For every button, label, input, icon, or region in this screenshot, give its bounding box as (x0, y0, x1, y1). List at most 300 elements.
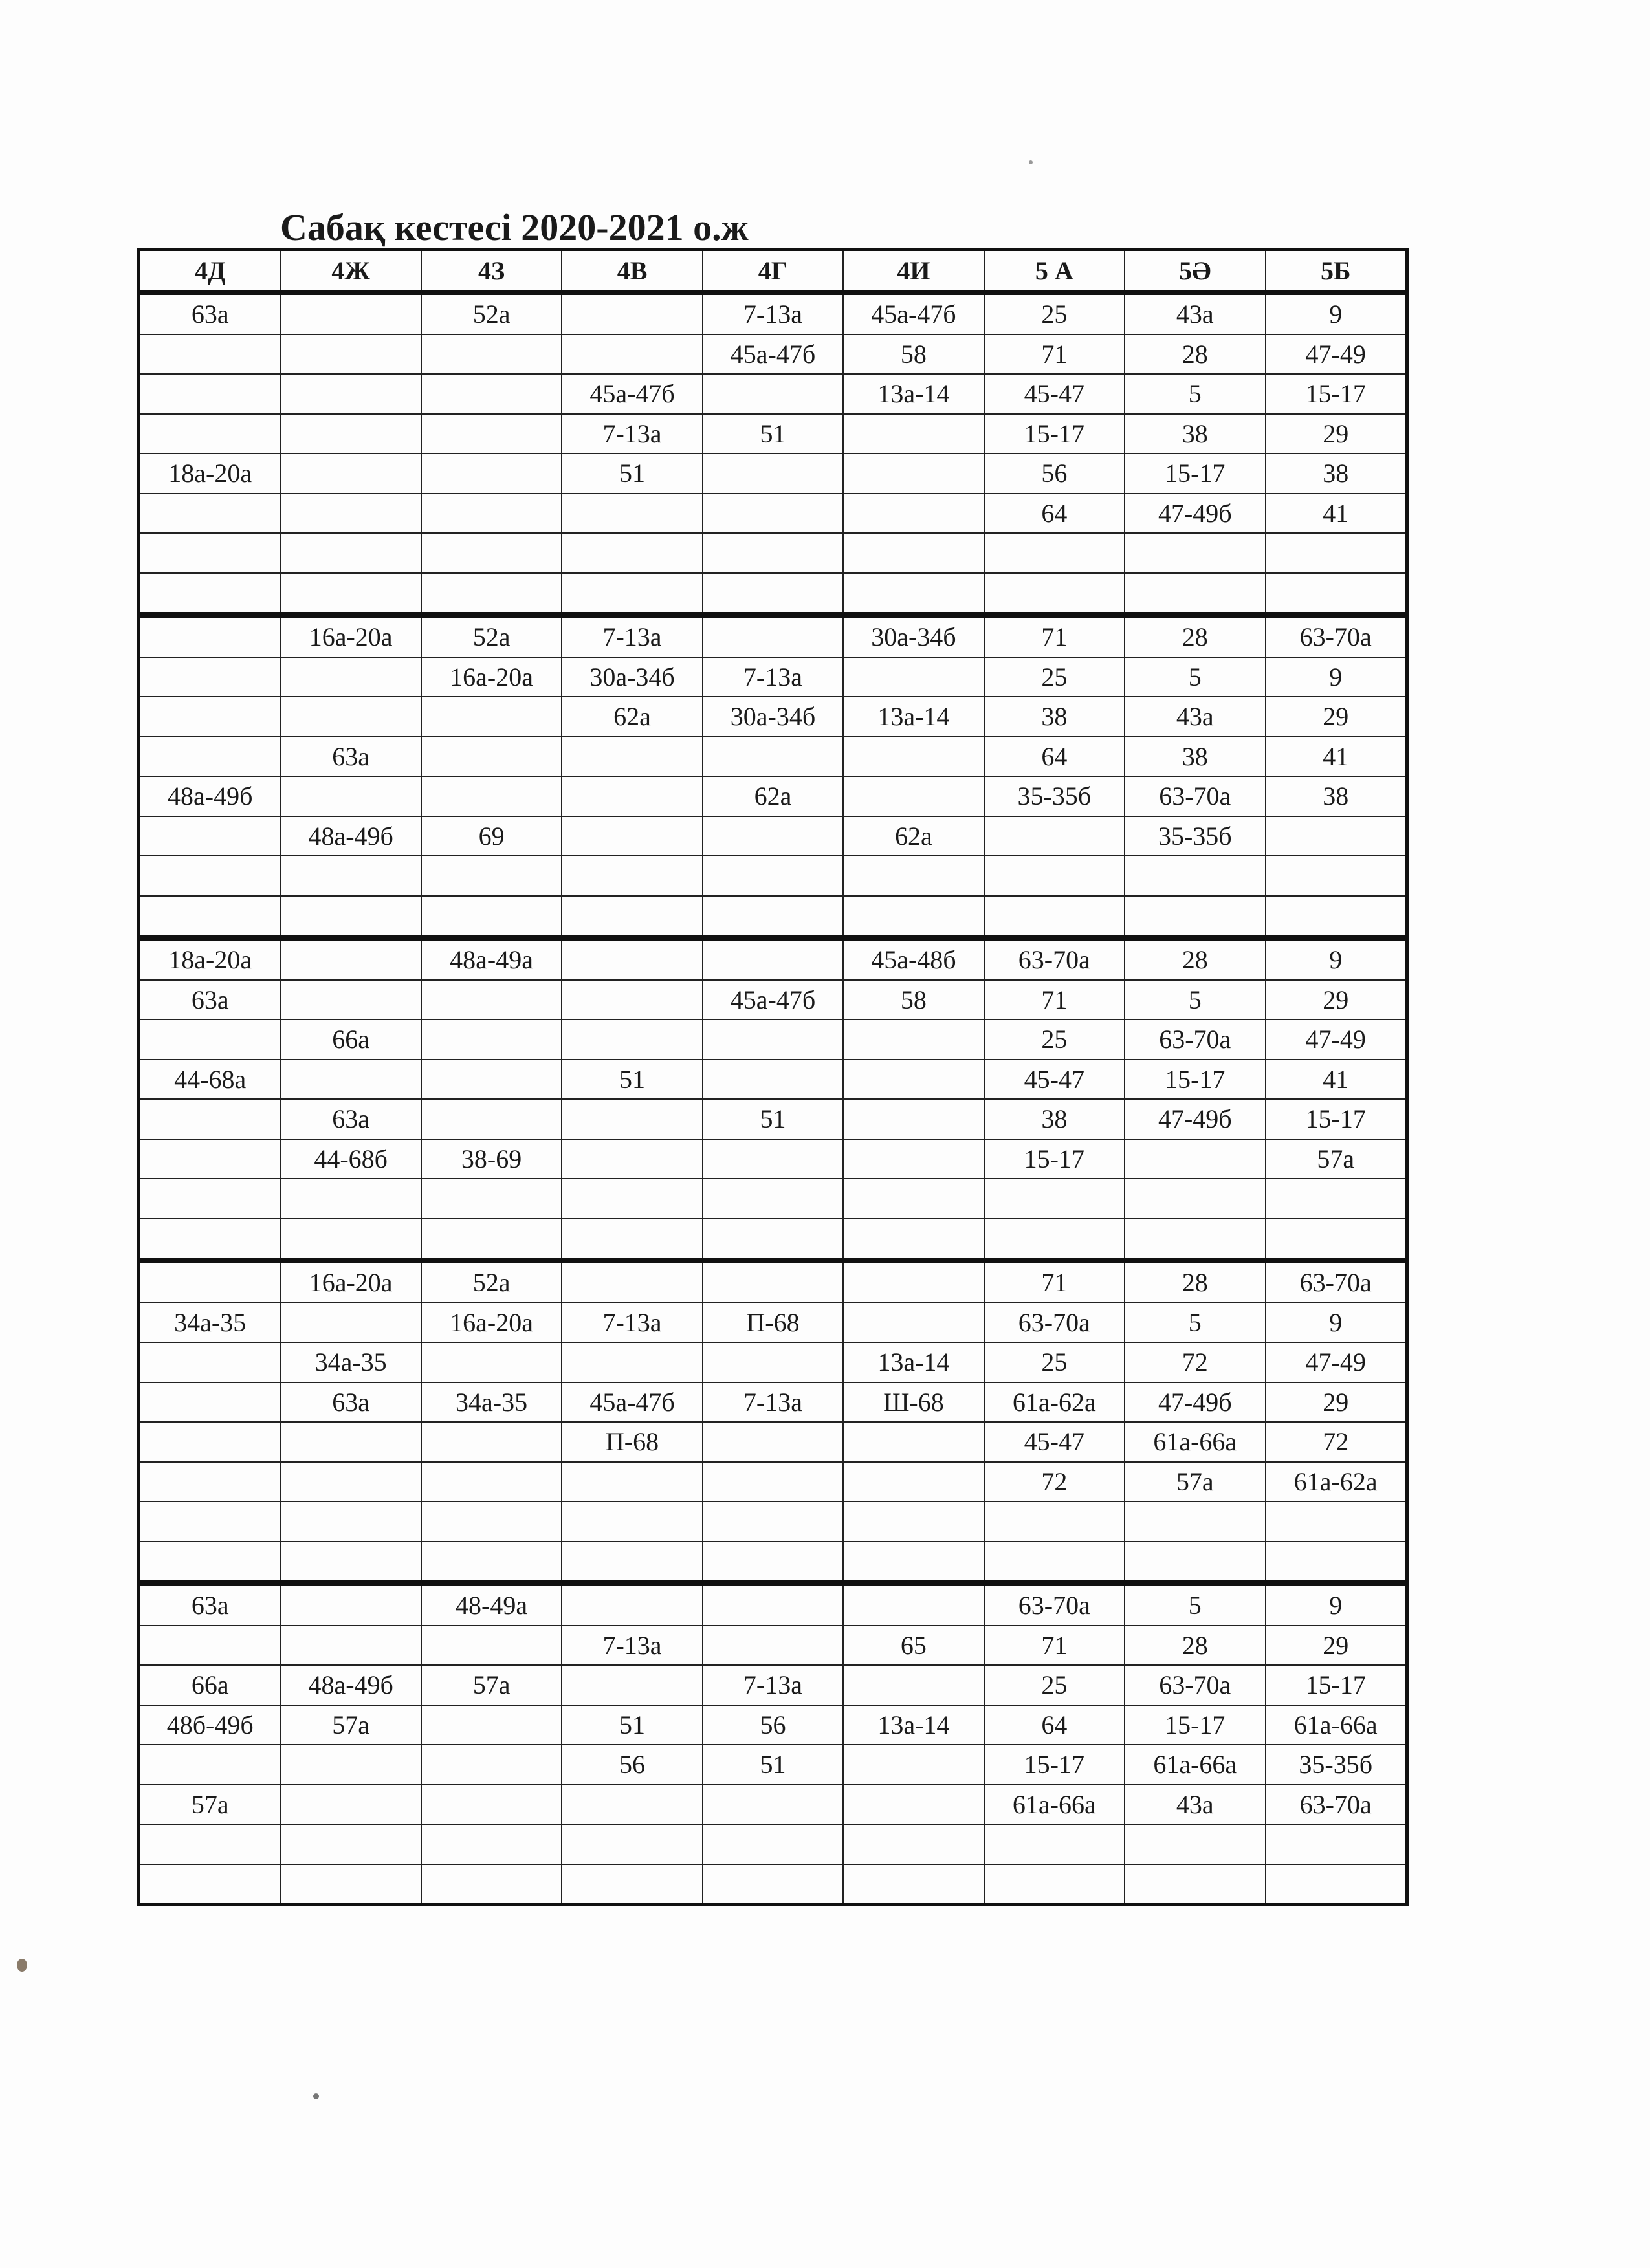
table-cell (842, 1263, 983, 1302)
table-cell (702, 1179, 842, 1218)
table-cell (421, 1100, 561, 1139)
table-cell: 5 (1124, 658, 1264, 697)
table-row (140, 696, 1405, 736)
table-cell: 43а (1124, 295, 1264, 334)
table-cell: 56 (561, 1745, 701, 1784)
table-cell: 52а (421, 618, 561, 657)
table-cell (702, 1463, 842, 1501)
table-cell (842, 1666, 983, 1705)
table-cell: 25 (984, 658, 1124, 697)
table-cell: 16а-20а (280, 618, 420, 657)
table-cell (421, 574, 561, 613)
table-row (140, 1705, 1405, 1745)
table-cell (140, 1020, 280, 1059)
header-row (140, 251, 1405, 295)
table-cell: 63-70а (1124, 1666, 1264, 1705)
column-header: 4В (561, 251, 701, 290)
table-row (140, 855, 1405, 895)
table-cell (702, 375, 842, 413)
table-cell: 72 (1124, 1343, 1264, 1382)
table-cell (984, 574, 1124, 613)
table-cell (421, 897, 561, 935)
column-header: 4З (421, 251, 561, 290)
table-cell: 51 (702, 415, 842, 453)
table-row (140, 1864, 1405, 1904)
table-cell (842, 1785, 983, 1824)
table-cell: 47-49 (1265, 1343, 1405, 1382)
table-cell (842, 1463, 983, 1501)
table-row (140, 295, 1405, 334)
table-row (140, 572, 1405, 613)
table-cell (421, 1020, 561, 1059)
table-cell: 7-13а (561, 618, 701, 657)
table-cell (421, 1745, 561, 1784)
table-row (140, 1501, 1405, 1541)
table-cell: 5 (1124, 1586, 1264, 1625)
table-cell: 38 (1265, 454, 1405, 493)
table-cell: П-68 (702, 1303, 842, 1342)
table-cell (421, 1825, 561, 1864)
table-cell (561, 1586, 701, 1625)
table-cell: 38 (1124, 737, 1264, 776)
table-cell (280, 897, 420, 935)
table-cell (1265, 574, 1405, 613)
table-cell: 61а-62а (984, 1383, 1124, 1422)
table-cell: 62а (842, 817, 983, 856)
table-cell (561, 1825, 701, 1864)
table-cell: 29 (1265, 697, 1405, 736)
table-cell (984, 1219, 1124, 1258)
table-cell (702, 817, 842, 856)
table-cell (842, 1502, 983, 1541)
table-cell: 71 (984, 335, 1124, 374)
table-cell: 43а (1124, 1785, 1264, 1824)
table-cell (421, 1423, 561, 1461)
table-cell (984, 1502, 1124, 1541)
table-cell (702, 454, 842, 493)
table-cell (1124, 1865, 1264, 1904)
table-cell: 15-17 (1265, 1666, 1405, 1705)
table-cell: 25 (984, 1666, 1124, 1705)
table-cell (1124, 1542, 1264, 1581)
table-cell: 45а-47б (561, 375, 701, 413)
table-cell: 9 (1265, 658, 1405, 697)
table-cell (421, 697, 561, 736)
table-cell (702, 1343, 842, 1382)
table-row (140, 816, 1405, 856)
table-cell (842, 737, 983, 776)
table-cell (561, 335, 701, 374)
table-cell: 63-70а (1265, 1785, 1405, 1824)
table-row (140, 657, 1405, 697)
table-cell (421, 777, 561, 816)
table-cell (842, 1140, 983, 1179)
table-cell (842, 1825, 983, 1864)
table-cell: 64 (984, 737, 1124, 776)
table-row (140, 1541, 1405, 1581)
table-cell: 9 (1265, 1586, 1405, 1625)
table-cell (561, 1666, 701, 1705)
column-header: 5 А (984, 251, 1124, 290)
table-cell (280, 1865, 420, 1904)
table-cell (561, 856, 701, 895)
table-cell: 28 (1124, 941, 1264, 979)
schedule-table (137, 248, 1409, 1906)
table-cell: 15-17 (984, 1745, 1124, 1784)
table-cell (140, 1100, 280, 1139)
table-cell: 15-17 (1265, 375, 1405, 413)
table-cell (140, 897, 280, 935)
table-row (140, 1098, 1405, 1139)
table-cell: Ш-68 (842, 1383, 983, 1422)
table-cell (702, 494, 842, 533)
table-cell (421, 1785, 561, 1824)
table-cell: 45а-47б (561, 1383, 701, 1422)
table-cell (421, 1179, 561, 1218)
table-cell (421, 1219, 561, 1258)
table-cell: 34а-35 (421, 1383, 561, 1422)
table-cell: 35-35б (1124, 817, 1264, 856)
table-cell (140, 658, 280, 697)
table-cell: 9 (1265, 1303, 1405, 1342)
day-block (140, 295, 1405, 612)
table-cell: 57а (191, 1789, 229, 1819)
table-cell (280, 335, 420, 374)
table-cell: 63-70а (1124, 1020, 1264, 1059)
table-cell (842, 777, 983, 816)
table-cell (842, 1423, 983, 1461)
table-row (140, 1342, 1405, 1382)
table-cell (140, 415, 280, 453)
table-cell (1265, 1502, 1405, 1541)
table-cell (842, 897, 983, 935)
table-row (140, 1059, 1405, 1099)
table-cell (842, 1219, 983, 1258)
table-row (140, 1625, 1405, 1665)
table-cell: 9 (1265, 295, 1405, 334)
table-cell (561, 1343, 701, 1382)
table-cell (280, 574, 420, 613)
table-cell: 57а (280, 1706, 420, 1745)
table-cell (561, 295, 701, 334)
table-cell (561, 1263, 701, 1302)
table-cell (280, 1179, 420, 1218)
table-cell (421, 375, 561, 413)
table-row (140, 373, 1405, 413)
table-cell (421, 335, 561, 374)
table-cell (702, 1542, 842, 1581)
table-cell: 29 (1265, 1383, 1405, 1422)
table-row (140, 979, 1405, 1020)
table-cell (421, 454, 561, 493)
table-cell (140, 697, 280, 736)
table-cell (561, 1463, 701, 1501)
table-cell (140, 1463, 280, 1501)
table-cell (280, 454, 420, 493)
table-cell: 63-70а (984, 1303, 1124, 1342)
table-cell: 71 (984, 618, 1124, 657)
table-cell (280, 1463, 420, 1501)
table-cell: 47-49б (1124, 1383, 1264, 1422)
day-block (140, 612, 1405, 935)
table-row (140, 1744, 1405, 1784)
table-cell (421, 737, 561, 776)
table-cell (280, 697, 420, 736)
table-cell (421, 1542, 561, 1581)
table-row (140, 1421, 1405, 1461)
table-cell (702, 1502, 842, 1541)
table-cell (561, 1785, 701, 1824)
table-cell (1124, 897, 1264, 935)
table-cell (1124, 1179, 1264, 1218)
table-cell (702, 574, 842, 613)
table-cell: 71 (984, 1626, 1124, 1665)
table-cell (702, 737, 842, 776)
table-cell: 41 (1265, 494, 1405, 533)
table-cell: П-68 (561, 1423, 701, 1461)
column-header: 5Б (1265, 251, 1405, 290)
table-cell: 58 (842, 981, 983, 1020)
table-cell (984, 534, 1124, 572)
table-cell: 47-49 (1265, 335, 1405, 374)
table-cell (561, 941, 701, 979)
table-cell: 63-70а (1265, 618, 1405, 657)
table-cell (280, 856, 420, 895)
page-title: Сабақ кестесі 2020-2021 о.ж (280, 206, 749, 248)
table-row (140, 935, 1405, 979)
table-cell: 72 (1265, 1423, 1405, 1461)
table-cell: 38 (1124, 415, 1264, 453)
table-cell (1265, 1865, 1405, 1904)
table-cell: 72 (984, 1463, 1124, 1501)
table-cell (984, 1542, 1124, 1581)
table-cell: 61а-66а (1124, 1745, 1264, 1784)
table-cell (140, 534, 280, 572)
table-cell (280, 658, 420, 697)
table-cell: 30а-34б (561, 658, 701, 697)
table-cell: 7-13а (561, 415, 701, 453)
table-cell: 29 (1265, 415, 1405, 453)
table-cell (561, 1219, 701, 1258)
table-cell: 15-17 (1124, 1706, 1264, 1745)
table-cell (561, 1100, 701, 1139)
table-cell (561, 1020, 701, 1059)
table-row (140, 1824, 1405, 1864)
table-cell (140, 375, 280, 413)
table-cell (702, 1865, 842, 1904)
table-cell: 63а (191, 300, 229, 329)
table-cell (280, 1626, 420, 1665)
table-row (140, 1178, 1405, 1218)
table-cell: 38 (984, 1100, 1124, 1139)
table-cell (140, 1626, 280, 1665)
table-row (140, 1580, 1405, 1625)
table-cell (1265, 1219, 1405, 1258)
table-cell (561, 574, 701, 613)
day-block (140, 1258, 1405, 1580)
table-cell (702, 941, 842, 979)
table-cell (140, 1542, 280, 1581)
table-row (140, 1218, 1405, 1258)
table-cell: 28 (1124, 1626, 1264, 1665)
table-cell (842, 534, 983, 572)
table-cell (421, 1060, 561, 1099)
table-cell: 48-49а (421, 1586, 561, 1625)
table-cell (702, 1423, 842, 1461)
table-cell: 51 (702, 1745, 842, 1784)
table-cell (280, 941, 420, 979)
scan-speck (17, 1959, 27, 1972)
table-cell (842, 1865, 983, 1904)
table-row (140, 493, 1405, 533)
table-cell: 62а (561, 697, 701, 736)
table-cell (842, 1745, 983, 1784)
table-cell (702, 1020, 842, 1059)
table-cell: 45-47 (984, 1060, 1124, 1099)
table-cell (842, 494, 983, 533)
table-cell: 45-47 (984, 375, 1124, 413)
table-cell: 9 (1265, 941, 1405, 979)
table-cell (561, 1179, 701, 1218)
table-cell (140, 1263, 280, 1302)
table-cell (842, 658, 983, 697)
table-cell (702, 1825, 842, 1864)
table-cell (421, 1463, 561, 1501)
table-cell (842, 1542, 983, 1581)
table-cell: 63а (280, 1100, 420, 1139)
table-cell (140, 618, 280, 657)
table-cell: 45-47 (984, 1423, 1124, 1461)
table-cell (140, 1865, 280, 1904)
table-cell: 63-70а (1124, 777, 1264, 816)
table-cell (702, 1140, 842, 1179)
table-cell: 13а-14 (842, 697, 983, 736)
table-cell: 7-13а (561, 1303, 701, 1342)
table-cell: 29 (1265, 1626, 1405, 1665)
table-cell (702, 1219, 842, 1258)
table-cell: 15-17 (1124, 454, 1264, 493)
table-cell: 18а-20а (168, 945, 252, 975)
table-cell (280, 1423, 420, 1461)
column-header: 4И (842, 251, 983, 290)
table-cell: 66а (280, 1020, 420, 1059)
table-cell (140, 1423, 280, 1461)
table-cell (1265, 856, 1405, 895)
table-cell: 16а-20а (280, 1263, 420, 1302)
table-cell (561, 494, 701, 533)
table-cell (842, 1179, 983, 1218)
table-row (140, 1382, 1405, 1422)
column-header: 5Ә (1124, 251, 1264, 290)
table-cell (561, 777, 701, 816)
table-cell (1265, 1825, 1405, 1864)
table-cell (842, 856, 983, 895)
table-cell: 47-49 (1265, 1020, 1405, 1059)
table-cell: 38 (1265, 777, 1405, 816)
table-cell (984, 817, 1124, 856)
table-cell (280, 1303, 420, 1342)
table-cell: 61а-62а (1265, 1463, 1405, 1501)
table-cell (842, 1303, 983, 1342)
table-cell: 48а-49б (168, 781, 253, 811)
table-cell: 15-17 (1124, 1060, 1264, 1099)
table-cell: 34а-35 (280, 1343, 420, 1382)
table-cell: 28 (1124, 1263, 1264, 1302)
table-cell (1265, 534, 1405, 572)
table-cell (280, 1785, 420, 1824)
table-cell (421, 415, 561, 453)
table-cell (140, 737, 280, 776)
table-cell: 63а (191, 985, 229, 1014)
table-cell (280, 1060, 420, 1099)
table-cell: 38-69 (421, 1140, 561, 1179)
table-cell (702, 534, 842, 572)
table-cell: 15-17 (1265, 1100, 1405, 1139)
table-cell (421, 1502, 561, 1541)
table-cell: 34а-35 (174, 1307, 247, 1337)
table-cell (561, 817, 701, 856)
table-cell: 7-13а (702, 295, 842, 334)
table-row (140, 532, 1405, 572)
table-row (140, 1019, 1405, 1059)
table-cell: 13а-14 (842, 1343, 983, 1382)
table-row (140, 895, 1405, 935)
table-cell: 52а (421, 1263, 561, 1302)
table-cell (1265, 817, 1405, 856)
table-cell (280, 375, 420, 413)
table-cell: 63-70а (984, 941, 1124, 979)
table-row (140, 776, 1405, 816)
table-cell: 57а (421, 1666, 561, 1705)
table-cell (702, 1060, 842, 1099)
table-cell: 56 (702, 1706, 842, 1745)
table-cell (140, 1219, 280, 1258)
table-cell: 7-13а (702, 1383, 842, 1422)
table-cell (140, 1343, 280, 1382)
table-row (140, 413, 1405, 453)
table-row (140, 736, 1405, 776)
table-cell (702, 618, 842, 657)
day-block (140, 935, 1405, 1258)
table-cell: 13а-14 (842, 375, 983, 413)
table-cell (140, 1745, 280, 1784)
table-cell (842, 1100, 983, 1139)
table-cell (280, 1825, 420, 1864)
table-cell: 63а (280, 737, 420, 776)
table-cell: 16а-20а (421, 658, 561, 697)
table-row (140, 1302, 1405, 1342)
table-cell: 61а-66а (984, 1785, 1124, 1824)
table-cell (702, 897, 842, 935)
table-cell (140, 1502, 280, 1541)
table-cell: 57а (1265, 1140, 1405, 1179)
table-cell (842, 1586, 983, 1625)
table-cell: 62а (702, 777, 842, 816)
table-cell (561, 981, 701, 1020)
table-cell (280, 1745, 420, 1784)
table-cell: 64 (984, 1706, 1124, 1745)
table-cell (1124, 1219, 1264, 1258)
table-cell (561, 1502, 701, 1541)
table-cell: 5 (1124, 981, 1264, 1020)
table-cell: 47-49б (1124, 1100, 1264, 1139)
table-cell: 64 (984, 494, 1124, 533)
table-cell: 35-35б (1265, 1745, 1405, 1784)
table-cell: 28 (1124, 335, 1264, 374)
table-cell: 43а (1124, 697, 1264, 736)
scan-speck (1029, 160, 1033, 164)
table-cell (1124, 1502, 1264, 1541)
